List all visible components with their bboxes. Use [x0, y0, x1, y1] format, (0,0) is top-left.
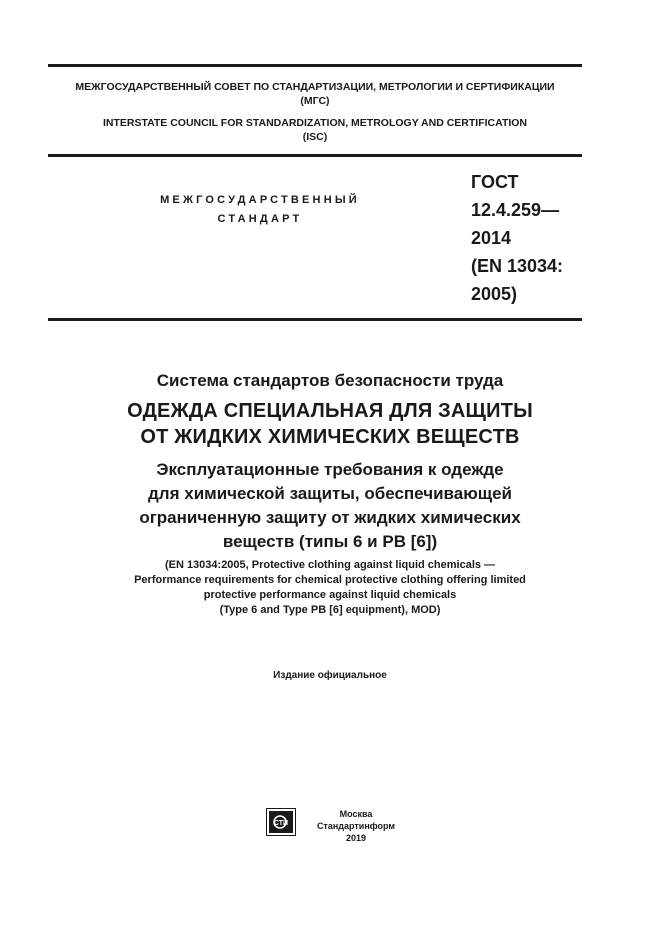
designation-line1: ГОСТ [471, 172, 519, 192]
subtitle [40, 458, 620, 554]
council-en [48, 116, 582, 144]
english-title-line3: protective performance against liquid chemicals [203, 589, 457, 601]
council-ru [48, 80, 582, 108]
subtitle-line2: для химической защиты, обеспечивающей [148, 484, 512, 503]
designation-line2: 12.4.259— [471, 200, 560, 220]
top-rule [48, 64, 582, 67]
edition-label: Издание официальное [273, 670, 387, 681]
subtitle-line3: ограниченную защиту от жидких химических [139, 508, 521, 527]
standard-type-line1: МЕЖГОСУДАРСТВЕННЫЙ [160, 194, 360, 206]
main-title [40, 398, 620, 450]
publisher-year: 2019 [345, 833, 367, 843]
council-en-line1: INTERSTATE COUNCIL FOR STANDARDIZATION, METROLOGY AND CERTIFICATION [102, 117, 528, 129]
main-title-line2: ОТ ЖИДКИХ ХИМИЧЕСКИХ ВЕЩЕСТВ [140, 426, 520, 448]
standard-type-line2: СТАНДАРТ [217, 213, 303, 225]
publisher-name: Стандартинформ [316, 821, 396, 831]
council-rule [48, 154, 582, 157]
english-title-line4: (Type 6 and Type PB [6] equipment), MOD) [219, 604, 441, 616]
logo-text: СТИ [273, 820, 289, 827]
designation [471, 168, 563, 308]
publisher-logo [266, 808, 296, 836]
subtitle-line1: Эксплуатационные требования к одежде [156, 460, 504, 479]
council-ru-line2: (МГС) [300, 95, 330, 107]
english-title-line2: Performance requirements for chemical protective clothing offering limited [134, 574, 526, 586]
main-title-line1: ОДЕЖДА СПЕЦИАЛЬНАЯ ДЛЯ ЗАЩИТЫ [127, 400, 533, 422]
english-title-line1: (EN 13034:2005, Protective clothing against liquid chemicals — [164, 559, 496, 571]
designation-line3: 2014 [471, 228, 512, 248]
subtitle-line4: веществ (типы 6 и PB [6]) [222, 532, 438, 551]
council-ru-line1: МЕЖГОСУДАРСТВЕННЫЙ СОВЕТ ПО СТАНДАРТИЗАЦИИ, МЕТРОЛОГИИ И СЕРТИФИКАЦИИ [75, 81, 555, 93]
publisher-info [304, 808, 408, 844]
designation-rule [48, 318, 582, 321]
designation-line4: (EN 13034: [471, 256, 564, 276]
council-en-line2: (ISC) [302, 131, 328, 143]
designation-line5: 2005) [471, 284, 518, 304]
publisher-city: Москва [339, 809, 373, 819]
standartinform-logo-icon [266, 808, 296, 836]
series-title: Система стандартов безопасности труда [156, 371, 504, 390]
english-title [40, 558, 620, 618]
